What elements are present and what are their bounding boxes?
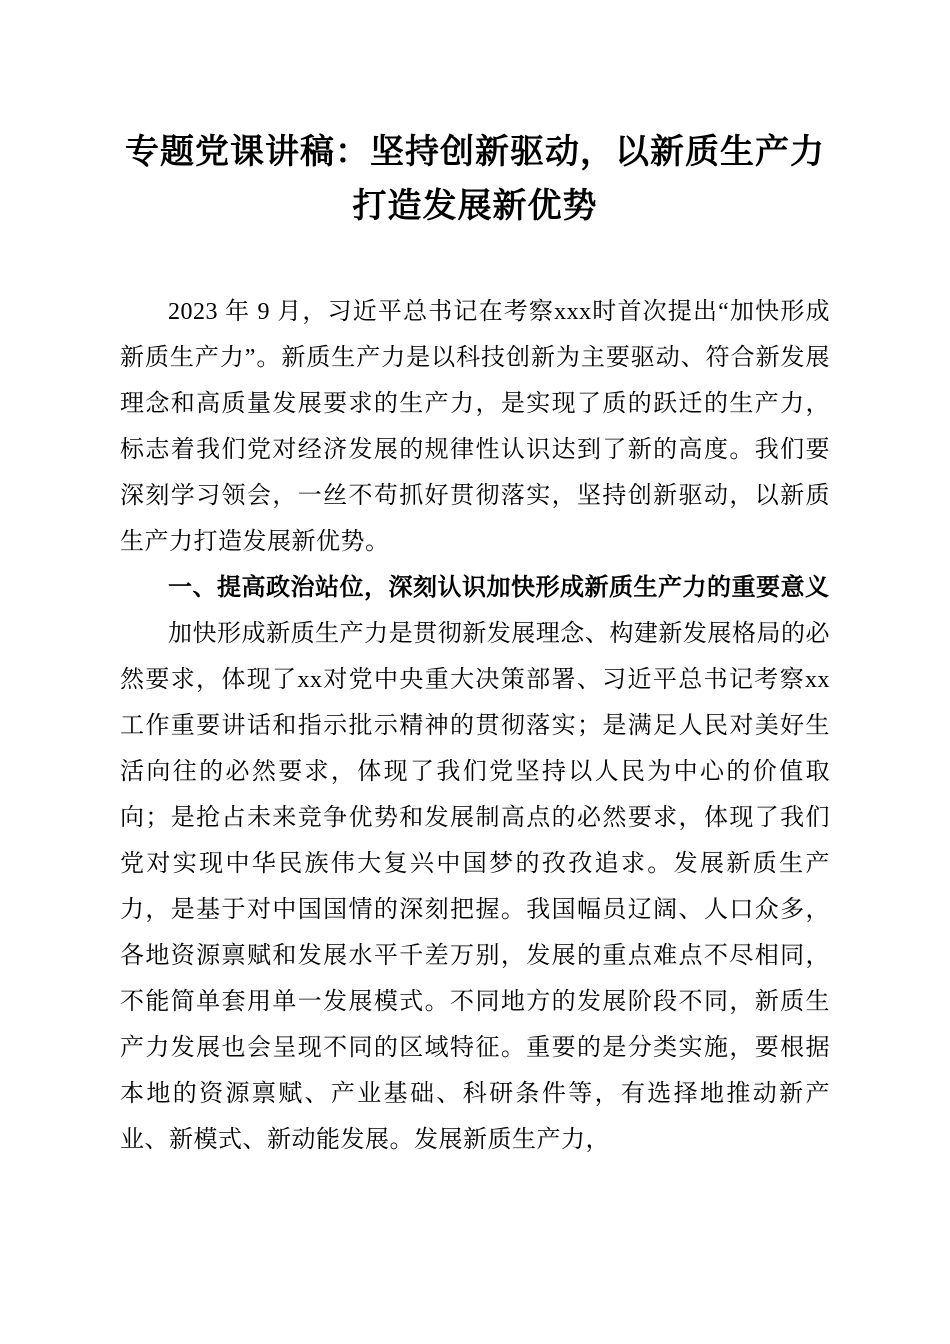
paragraph-intro: 2023 年 9 月，习近平总书记在考察xxx时首次提出“加快形成新质生产力”。新质生产力是以科技创新为主要驱动、符合新发展理念和高质量发展要求的生产力，是实现了质的跃迁的生产力，标志着我们党对经济发展的规律性认识达到了新的高度。我们要深刻学习领会，一丝不苟抓好贯彻落实，坚持创新驱动，以新质生产力打造发展新优势。	[120, 298, 830, 555]
document-title	[120, 126, 830, 235]
section-heading-1: 一、提高政治站位，深刻认识加快形成新质生产力的重要意义	[168, 573, 830, 601]
document-title-line-1: 专题党课讲稿：坚持创新驱动，以新质生产力	[125, 134, 825, 171]
document-title-line-2: 打造发展新优势	[352, 188, 598, 226]
paragraph-section-1: 加快形成新质生产力是贯彻新发展理念、构建新发展格局的必然要求，体现了xx对党中央重大决策部署、习近平总书记考察xx工作重要讲话和指示批示精神的贯彻落实；是满足人民对美好生活向往的必然要求，体现了我们党坚持以人民为中心的价值取向；是抢占未来竞争优势和发展制高点的必然要求，体现了我们党对实现中华民族伟大复兴中国梦的孜孜追求。发展新质生产力，是基于对中国国情的深刻把握。我国幅员辽阔、人口众多，各地资源禀赋和发展水平千差万别，发展的重点难点不尽相同，不能简单套用单一发展模式。不同地方的发展阶段不同，新质生产力发展也会呈现不同的区域特征。重要的是分类实施，要根据本地的资源禀赋、产业基础、科研条件等，有选择地推动新产业、新模式、新动能发展。发展新质生产力，	[120, 620, 830, 1153]
